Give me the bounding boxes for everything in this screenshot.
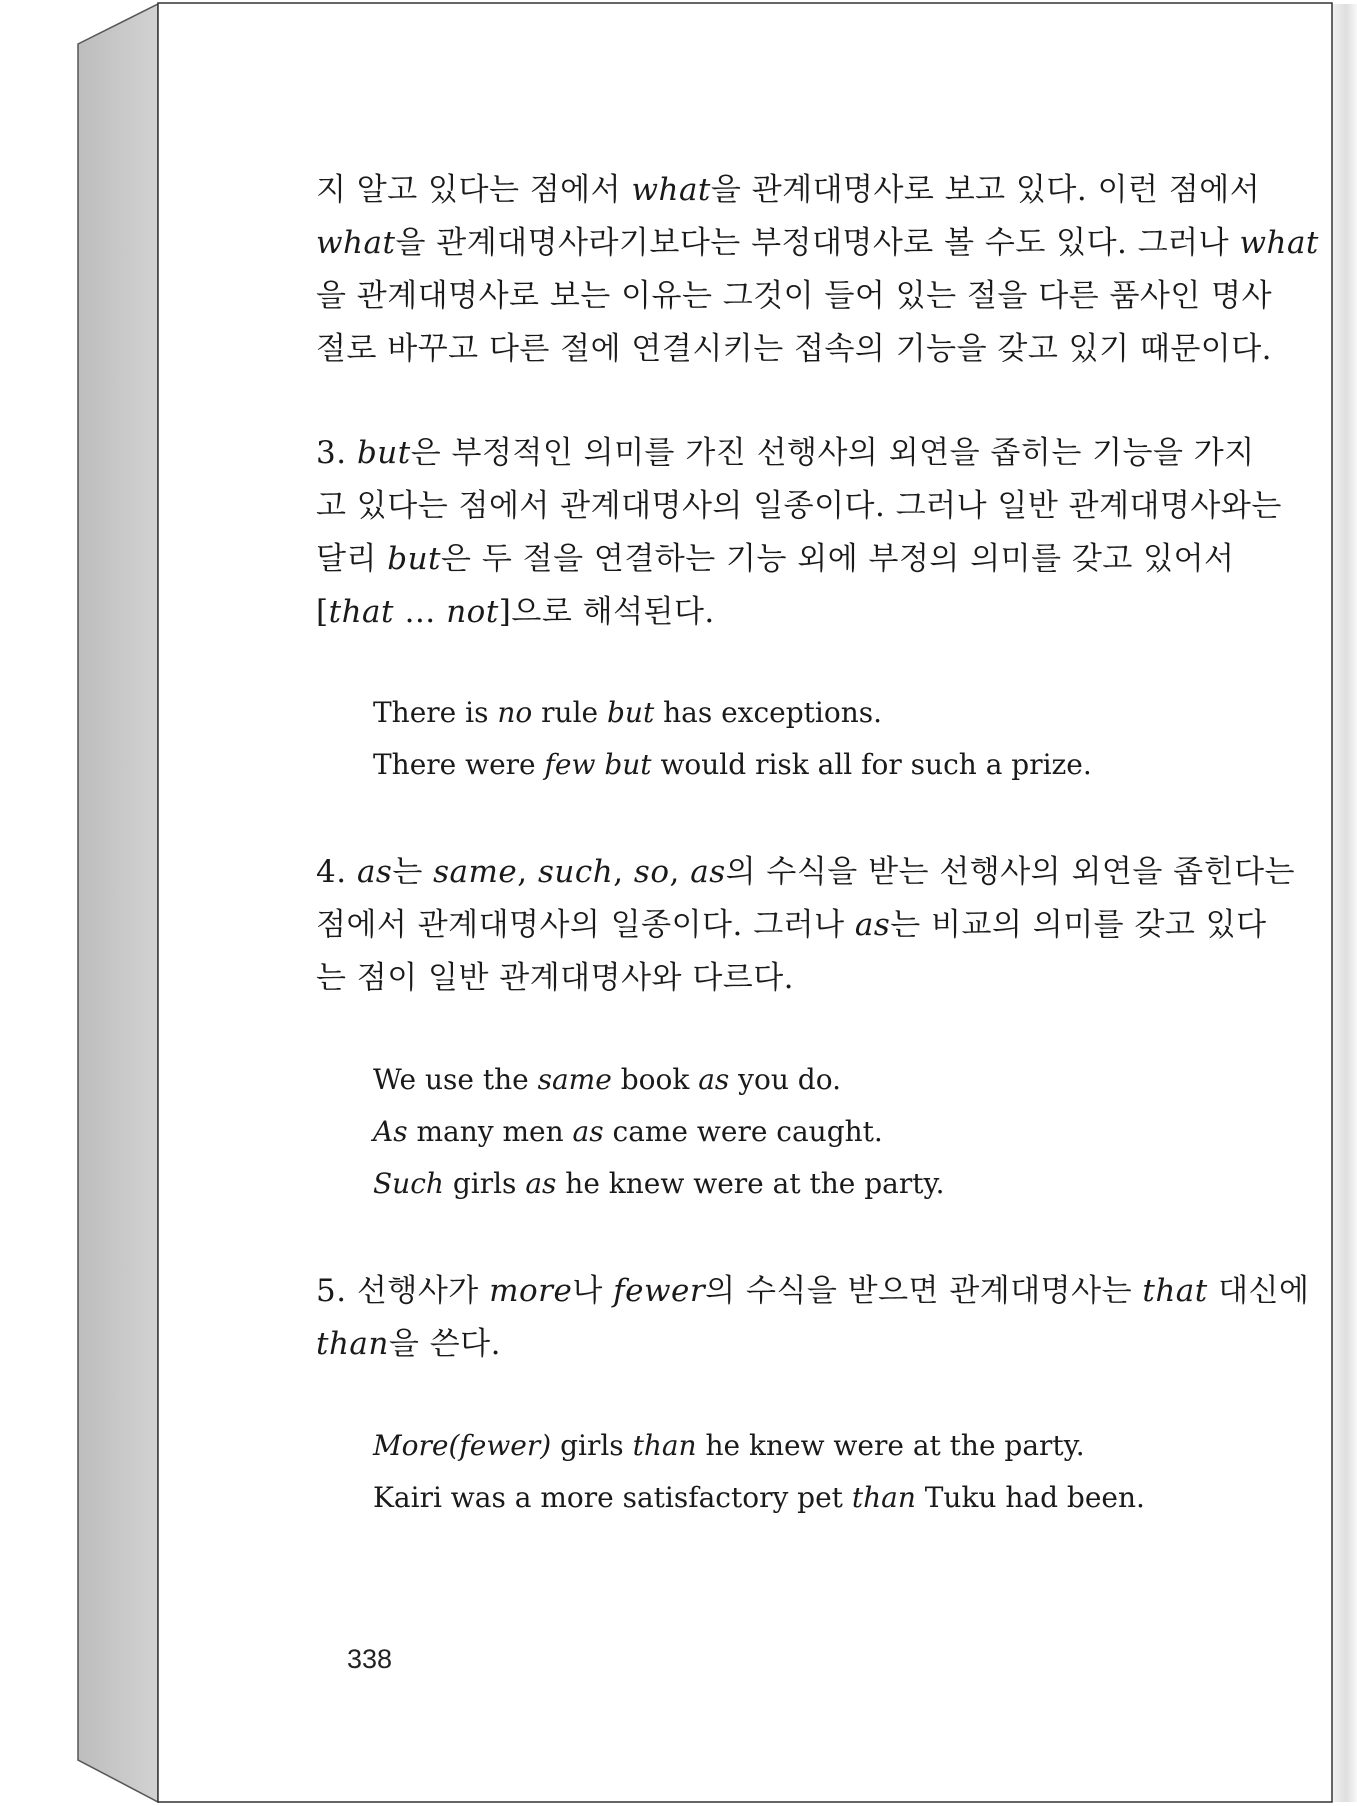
text-line xyxy=(316,323,1273,376)
examples-but xyxy=(373,687,1173,791)
text-run: you do. xyxy=(729,1063,841,1096)
italic-term: as xyxy=(525,1167,557,1200)
italic-term: as xyxy=(690,854,726,890)
example-sentence xyxy=(373,1158,1173,1210)
text-run: has exceptions. xyxy=(654,696,883,729)
italic-term: Such xyxy=(373,1167,444,1200)
text-line xyxy=(316,427,1255,480)
italic-term: as xyxy=(356,854,393,890)
text-run: book xyxy=(611,1063,699,1096)
text-line xyxy=(316,586,1210,639)
italic-term: more xyxy=(489,1273,573,1309)
text-line xyxy=(316,164,1261,217)
italic-term: not xyxy=(446,594,499,630)
text-run: There is xyxy=(373,696,498,729)
text-run: he knew were at the party. xyxy=(696,1429,1085,1462)
text-run: … xyxy=(393,594,447,630)
italic-term: More(fewer) xyxy=(373,1429,552,1462)
text-run: ]으로 해석된다. xyxy=(498,594,715,630)
text-run: 는 xyxy=(392,854,434,890)
example-sentence xyxy=(373,1472,1173,1524)
italic-term: few but xyxy=(544,748,652,781)
italic-term: than xyxy=(851,1481,916,1514)
text-run: 는 점이 일반 관계대명사와 다르다. xyxy=(316,960,795,996)
text-run: came were caught. xyxy=(603,1115,883,1148)
italic-term: fewer xyxy=(613,1273,706,1309)
text-line xyxy=(316,899,1267,952)
italic-term: that xyxy=(328,594,394,630)
examples-as xyxy=(373,1054,1173,1210)
text-run: 은 부정적인 의미를 가진 선행사의 외연을 좁히는 기능을 가지 xyxy=(410,435,1255,471)
text-run: 을 관계대명사로 보는 이유는 그것이 들어 있는 절을 다른 품사인 명사 xyxy=(316,278,1273,314)
italic-term: as xyxy=(854,907,891,943)
text-line xyxy=(316,846,1295,899)
text-run: 나 xyxy=(572,1273,614,1309)
text-run: 고 있다는 점에서 관계대명사의 일종이다. 그러나 일반 관계대명사와는 xyxy=(316,488,1282,524)
italic-term: what xyxy=(316,225,396,261)
text-line xyxy=(316,217,1319,270)
text-line xyxy=(316,1318,1210,1371)
text-run: , xyxy=(517,854,538,890)
italic-term: such xyxy=(538,854,614,890)
text-run: There were xyxy=(373,748,545,781)
example-sentence xyxy=(373,687,1173,739)
paragraph-what-continuation xyxy=(316,164,1319,376)
text-run: Kairi was a more satisfactory pet xyxy=(373,1481,852,1514)
italic-term: same xyxy=(433,854,518,890)
book-page-edge xyxy=(1330,4,1357,1802)
paragraph-5-than xyxy=(316,1265,1310,1371)
text-run: rule xyxy=(532,696,607,729)
italic-term: no xyxy=(497,696,533,729)
italic-term: as xyxy=(572,1115,604,1148)
text-run: would risk all for such a prize. xyxy=(651,748,1092,781)
text-line xyxy=(316,1265,1310,1318)
text-run: 을 관계대명사라기보다는 부정대명사로 볼 수도 있다. 그러나 xyxy=(395,225,1240,261)
book-spine xyxy=(78,4,158,1802)
examples-than xyxy=(373,1420,1173,1524)
text-run: [ xyxy=(316,594,329,630)
text-run: We use the xyxy=(373,1063,538,1096)
italic-term: what xyxy=(631,172,711,208)
text-run: 은 두 절을 연결하는 기능 외에 부정의 의미를 갖고 있어서 xyxy=(441,541,1235,577)
text-run: 4. xyxy=(316,854,357,890)
text-run: many men xyxy=(407,1115,573,1148)
example-sentence xyxy=(373,1106,1173,1158)
text-line xyxy=(316,270,1273,323)
italic-term: As xyxy=(373,1115,408,1148)
text-run: 점에서 관계대명사의 일종이다. 그러나 xyxy=(316,907,855,943)
text-line xyxy=(316,480,1282,533)
paragraph-4-as xyxy=(316,846,1295,1005)
italic-term: than xyxy=(632,1429,697,1462)
example-sentence xyxy=(373,739,1173,791)
text-run: 을 쓴다. xyxy=(388,1326,501,1362)
italic-term: as xyxy=(698,1063,730,1096)
text-line xyxy=(316,952,1210,1005)
italic-term: but xyxy=(356,435,411,471)
text-run: Tuku had been. xyxy=(915,1481,1145,1514)
italic-term: what xyxy=(1239,225,1319,261)
example-sentence xyxy=(373,1420,1173,1472)
text-run: 의 수식을 받으면 관계대명사는 xyxy=(705,1273,1143,1309)
italic-term: so xyxy=(633,854,670,890)
italic-term: same xyxy=(537,1063,612,1096)
italic-term: but xyxy=(387,541,442,577)
text-run: 3. xyxy=(316,435,357,471)
text-run: , xyxy=(613,854,634,890)
text-run: 을 관계대명사로 보고 있다. 이런 점에서 xyxy=(710,172,1261,208)
text-run: 지 알고 있다는 점에서 xyxy=(316,172,632,208)
text-run: 절로 바꾸고 다른 절에 연결시키는 접속의 기능을 갖고 있기 때문이다. xyxy=(316,331,1273,367)
text-line xyxy=(316,533,1235,586)
text-run: 5. 선행사가 xyxy=(316,1273,490,1309)
text-run: girls xyxy=(443,1167,526,1200)
text-run: 달리 xyxy=(316,541,388,577)
text-run: 는 비교의 의미를 갖고 있다 xyxy=(890,907,1267,943)
text-run: girls xyxy=(551,1429,633,1462)
text-run: he knew were at the party. xyxy=(556,1167,945,1200)
text-run: 대신에 xyxy=(1207,1273,1310,1309)
page-number: 338 xyxy=(347,1644,393,1674)
italic-term: than xyxy=(316,1326,389,1362)
italic-term: that xyxy=(1142,1273,1208,1309)
example-sentence xyxy=(373,1054,1173,1106)
italic-term: but xyxy=(607,696,655,729)
text-run: 의 수식을 받는 선행사의 외연을 좁힌다는 xyxy=(725,854,1295,890)
paragraph-3-but xyxy=(316,427,1282,639)
text-run: , xyxy=(669,854,691,890)
